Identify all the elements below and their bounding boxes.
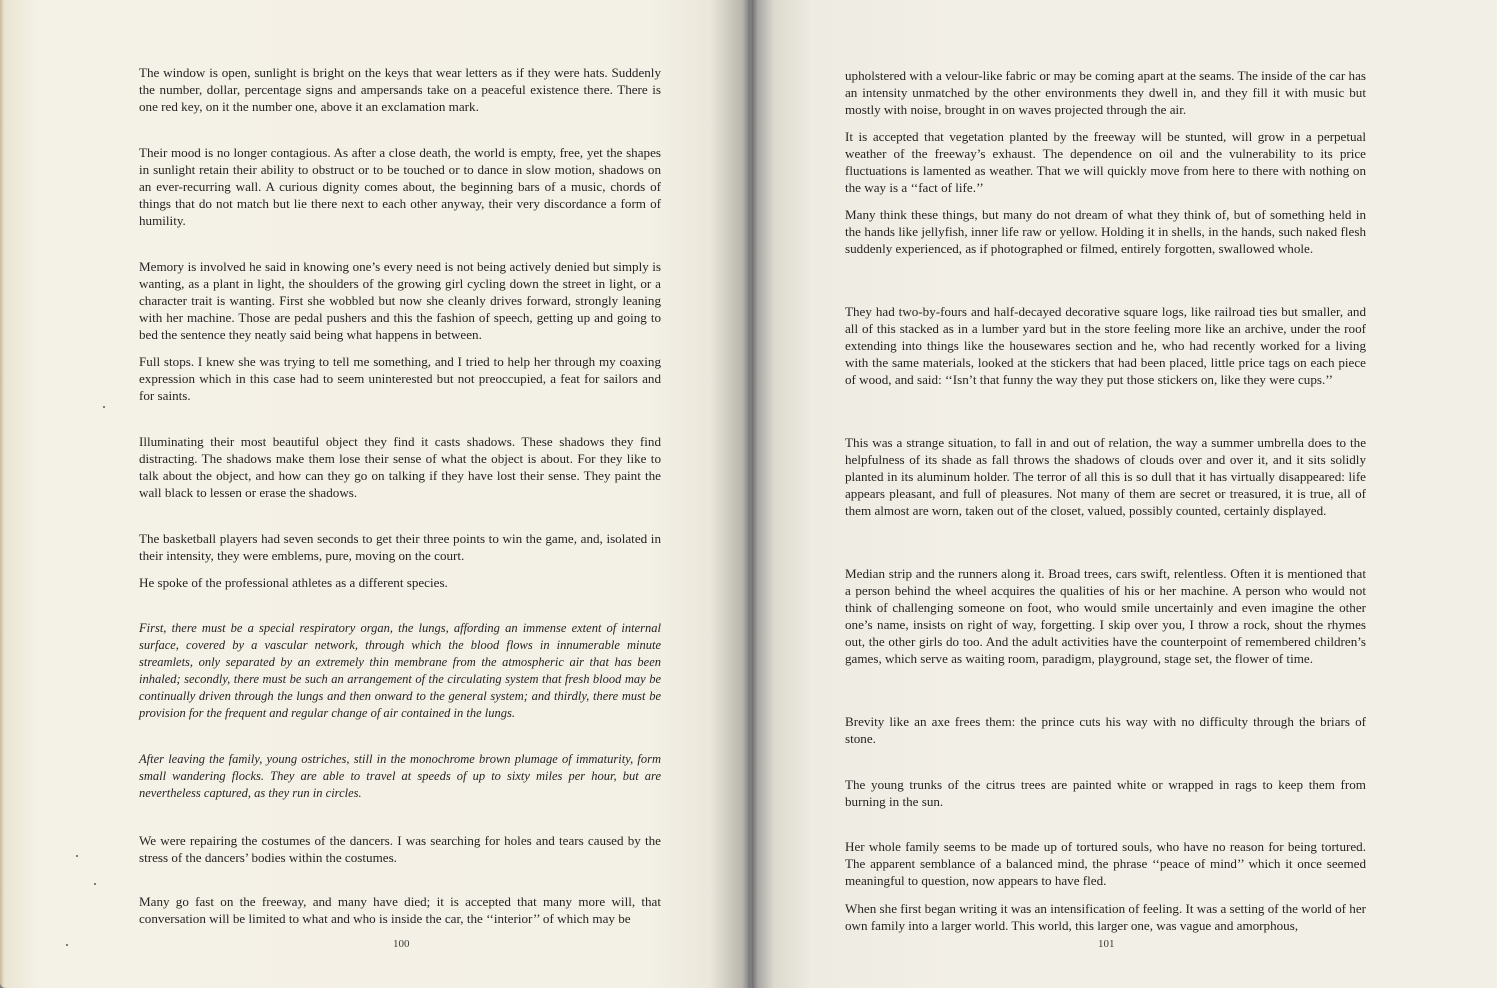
right-page <box>752 0 1497 988</box>
right-paragraph-10: When she first began writing it was an intensification of feeling. It was a setting of the world of her own family into a larger world. This world, this larger one, was vague and amorphous, <box>845 901 1366 933</box>
left-page <box>0 0 748 988</box>
right-paragraph-3: Many think these things, but many do not dream of what they think of, but of something held in the hands like jellyfish, inner life raw or yellow. Holding it in shells, in the hands, such naked flesh suddenly experienced, as if photographed or filmed, entirely forgotten, swallowed whole. <box>845 207 1366 256</box>
right-paragraph-6: Median strip and the runners along it. Broad trees, cars swift, relentless. Often it is mentioned that a person behind the wheel acquires the qualities of his or her machine. A person who would not think of challenging someone on foot, who would smile uncertainly and even imagine the other one’s name, insists on right of way, forgetting. I skip over you, I throw a rock, shout the rhymes out, the other girls do too. And the adult activities have the counterpoint of remembered children’s games, which serve as waiting room, paradigm, playground, stage set, the flower of time. <box>845 566 1366 666</box>
left-paragraph-4: Full stops. I knew she was trying to tell me something, and I tried to help her through my coaxing expression which in this case had to seem uninterested but not preoccupied, a feat for sailors and for saints. <box>139 354 661 403</box>
right-paragraph-8: The young trunks of the citrus trees are painted white or wrapped in rags to keep them from burning in the sun. <box>845 777 1366 809</box>
left-quote-lungs: First, there must be a special respiratory organ, the lungs, affording an immense extent of internal surface, covered by a vascular network, through which the blood flows in innumerable minute streamlets, only separated by an extremely thin membrane from the atmospheric air that has been inhaled; secondly, there must be such an arrangement of the circulating system that fresh blood may be continually driven through the lungs and then onward to the general system; and thirdly, there must be provision for the frequent and regular change of air contained in the lungs. <box>139 621 661 720</box>
right-paragraph-9: Her whole family seems to be made up of tortured souls, who have no reason for being tortured. The apparent semblance of a balanced mind, the phrase ‘‘peace of mind’’ which it once seemed meaningful to question, now appears to have fled. <box>845 839 1366 888</box>
speck <box>76 855 78 857</box>
left-paragraph-freeway: Many go fast on the freeway, and many have died; it is accepted that many more will, that conversation will be limited to what and who is inside the car, the ‘‘interior’’ of which may be <box>139 894 661 926</box>
right-paragraph-7: Brevity like an axe frees them: the prince cuts his way with no difficulty through the briars of stone. <box>845 714 1366 746</box>
left-paragraph-costumes: We were repairing the costumes of the dancers. I was searching for holes and tears caused by the stress of the dancers’ bodies within the costumes. <box>139 833 661 865</box>
left-paragraph-3: Memory is involved he said in knowing one’s every need is not being actively denied but simply is wanting, as a plant in light, the shoulders of the growing girl cycling down the street in light, or a character trait is wanting. First she wobbled but now she cleanly drives forward, strongly leaning with her machine. Those are pedal pushers and this the fashion of speech, getting up and going to bed the sentence they neatly said being what happens in between. <box>139 259 661 342</box>
right-paragraph-2: It is accepted that vegetation planted by the freeway will be stunted, will grow in a perpetual weather of the freeway’s exhaust. The dependence on oil and the vulnerability to its price fluctuations is lamented as weather. That we will quickly move from here to there with nothing on the way is a ‘‘fact of life.’’ <box>845 129 1366 195</box>
speck <box>103 406 105 408</box>
page-edge <box>0 0 4 988</box>
right-paragraph-1: upholstered with a velour-like fabric or may be coming apart at the seams. The inside of the car has an intensity unmatched by the other environments they dwell in, and they fill it with music but mostly with noise, brought in on waves projected through the air. <box>845 68 1366 117</box>
left-paragraph-7: He spoke of the professional athletes as a different species. <box>139 575 448 590</box>
left-paragraph-1: The window is open, sunlight is bright on the keys that wear letters as if they were hats. Suddenly the number, dollar, percentage signs and ampersands take on a peaceful existence there. There is one red key, on it the number one, above it an exclamation mark. <box>139 65 661 114</box>
page-number-right: 101 <box>1098 938 1115 950</box>
right-paragraph-5: This was a strange situation, to fall in and out of relation, the way a summer umbrella does to the helpfulness of its shade as fall throws the shadows of clouds over and over it, and it sits solidly planted in its aluminum holder. The terror of all this is so dull that it has virtually disappeared: life appears pleasant, and full of pleasures. Not many of them are secret or treasured, it is true, all of them almost are worn, taken out of the closet, valued, possibly counted, certainly displayed. <box>845 435 1366 518</box>
left-paragraph-2: Their mood is no longer contagious. As after a close death, the world is empty, free, yet the shapes in sunlight retain their ability to obstruct or to be touched or to dance in slow motion, shadows on an ever-recurring wall. A curious dignity comes about, the beginning bars of a music, chords of things that do not match but lie there next to each other anyway, their very discordance a form of humility. <box>139 145 661 228</box>
speck <box>66 944 68 946</box>
left-paragraph-5: Illuminating their most beautiful object they find it casts shadows. These shadows they find distracting. The shadows make them lose their sense of what the object is about. For they like to talk about the object, and how can they go on talking if they have lost their sense. They paint the wall black to lessen or erase the shadows. <box>139 434 661 500</box>
right-paragraph-4: They had two-by-fours and half-decayed decorative square logs, like railroad ties but smaller, and all of this stacked as in a lumber yard but in the store feeling more like an archive, under the roof extending into things like the housewares section and he, who had recently worked for a living with the same materials, looked at the stickers that had been placed, little price tags on each piece of wood, and said: ‘‘Isn’t that funny the way they put those stickers on, like they were cups.’’ <box>845 304 1366 387</box>
page-number-left: 100 <box>393 938 410 950</box>
speck <box>94 883 96 885</box>
left-quote-ostriches: After leaving the family, young ostriches, still in the monochrome brown plumage of immaturity, form small wandering flocks. They are able to travel at speeds of up to sixty miles per hour, but are nevertheless captured, as they run in circles. <box>139 752 661 800</box>
left-paragraph-6: The basketball players had seven seconds to get their three points to win the game, and, isolated in their intensity, they were emblems, pure, moving on the court. <box>139 531 661 563</box>
